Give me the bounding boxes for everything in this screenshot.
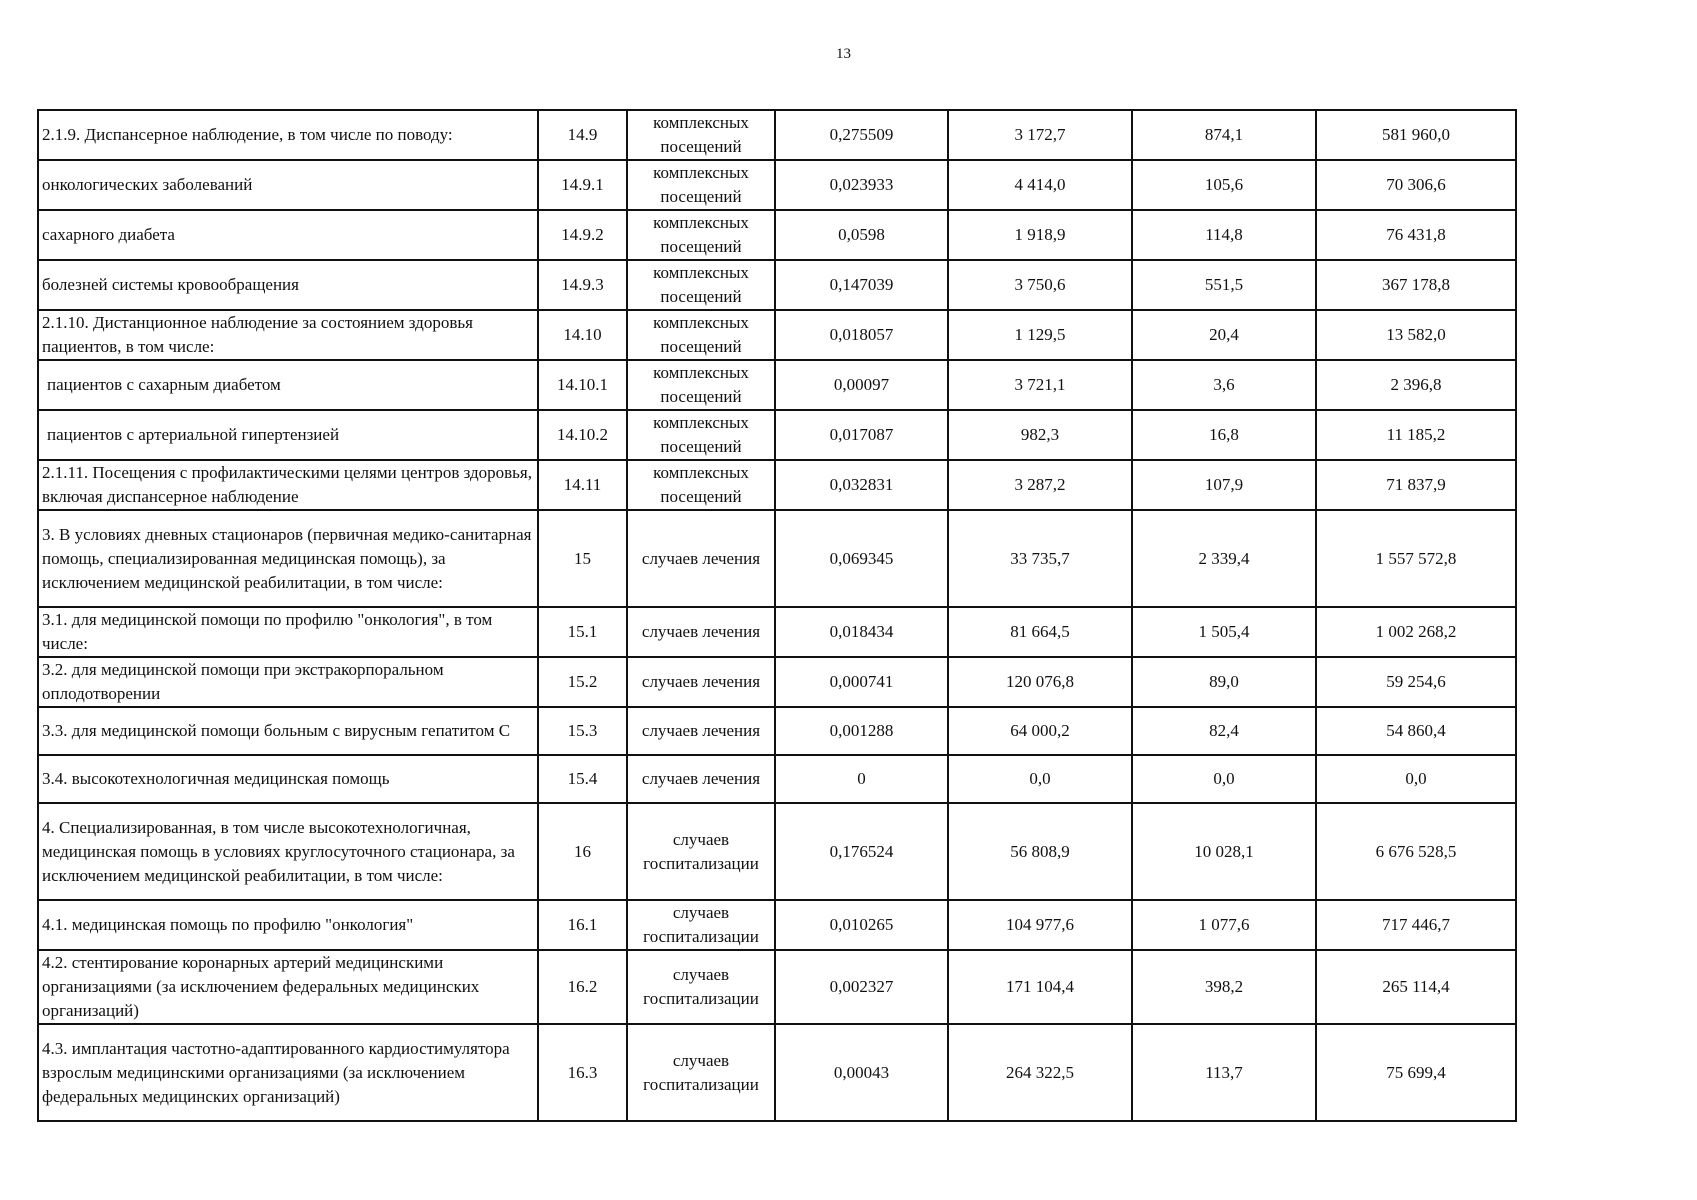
- row-cost-cell: 64 000,2: [948, 707, 1132, 755]
- row-name-cell: 3. В условиях дневных стационаров (первичная медико-санитарная помощь, специализированная медицинская помощь), за исключением медицинской реабилитации, в том числе:: [38, 510, 538, 607]
- row-cost-cell: 4 414,0: [948, 160, 1132, 210]
- table-row: [38, 210, 1516, 260]
- row-cost-cell: 264 322,5: [948, 1024, 1132, 1121]
- row-per-capita-cell: 551,5: [1132, 260, 1316, 310]
- row-per-capita-cell: 874,1: [1132, 110, 1316, 160]
- row-total-cell: 59 254,6: [1316, 657, 1516, 707]
- row-cost-cell: 3 172,7: [948, 110, 1132, 160]
- row-total-cell: 6 676 528,5: [1316, 803, 1516, 900]
- row-name-cell: 3.3. для медицинской помощи больным с вирусным гепатитом С: [38, 707, 538, 755]
- row-total-cell: 0,0: [1316, 755, 1516, 803]
- row-per-capita-cell: 398,2: [1132, 950, 1316, 1024]
- row-unit-cell: комплексных посещений: [627, 260, 775, 310]
- row-code-cell: 14.9.1: [538, 160, 627, 210]
- row-unit-cell: случаев лечения: [627, 707, 775, 755]
- row-name-cell: 4. Специализированная, в том числе высокотехнологичная, медицинская помощь в условиях круглосуточного стационара, за исключением медицинской реабилитации, в том числе:: [38, 803, 538, 900]
- row-total-cell: 75 699,4: [1316, 1024, 1516, 1121]
- row-code-cell: 15.1: [538, 607, 627, 657]
- row-norm-cell: 0,00043: [775, 1024, 948, 1121]
- row-unit-cell: комплексных посещений: [627, 410, 775, 460]
- table-row: [38, 803, 1516, 900]
- row-total-cell: 13 582,0: [1316, 310, 1516, 360]
- table-row: [38, 460, 1516, 510]
- row-unit-cell: случаев лечения: [627, 607, 775, 657]
- table-row: [38, 755, 1516, 803]
- row-name-cell: 3.2. для медицинской помощи при экстракорпоральном оплодотворении: [38, 657, 538, 707]
- row-per-capita-cell: 16,8: [1132, 410, 1316, 460]
- table-row: [38, 607, 1516, 657]
- row-code-cell: 14.10.1: [538, 360, 627, 410]
- row-name-cell: пациентов с сахарным диабетом: [38, 360, 538, 410]
- table-row: [38, 950, 1516, 1024]
- row-code-cell: 15: [538, 510, 627, 607]
- row-total-cell: 367 178,8: [1316, 260, 1516, 310]
- row-norm-cell: 0,018057: [775, 310, 948, 360]
- row-unit-cell: комплексных посещений: [627, 360, 775, 410]
- row-unit-cell: случаев лечения: [627, 755, 775, 803]
- row-per-capita-cell: 113,7: [1132, 1024, 1316, 1121]
- row-unit-cell: случаев госпитализации: [627, 950, 775, 1024]
- row-name-cell: болезней системы кровообращения: [38, 260, 538, 310]
- row-cost-cell: 171 104,4: [948, 950, 1132, 1024]
- table-row: [38, 360, 1516, 410]
- row-norm-cell: 0,001288: [775, 707, 948, 755]
- row-name-cell: 2.1.9. Диспансерное наблюдение, в том числе по поводу:: [38, 110, 538, 160]
- row-code-cell: 16: [538, 803, 627, 900]
- row-unit-cell: случаев госпитализации: [627, 803, 775, 900]
- row-name-cell: 4.1. медицинская помощь по профилю "онкология": [38, 900, 538, 950]
- row-per-capita-cell: 89,0: [1132, 657, 1316, 707]
- row-norm-cell: 0,023933: [775, 160, 948, 210]
- table-row: [38, 1024, 1516, 1121]
- row-code-cell: 16.2: [538, 950, 627, 1024]
- table-row: [38, 260, 1516, 310]
- row-cost-cell: 56 808,9: [948, 803, 1132, 900]
- row-cost-cell: 3 721,1: [948, 360, 1132, 410]
- row-total-cell: 11 185,2: [1316, 410, 1516, 460]
- row-cost-cell: 104 977,6: [948, 900, 1132, 950]
- row-name-cell: 4.2. стентирование коронарных артерий медицинскими организациями (за исключением федеральных медицинских организаций): [38, 950, 538, 1024]
- row-name-cell: онкологических заболеваний: [38, 160, 538, 210]
- row-code-cell: 14.10: [538, 310, 627, 360]
- row-cost-cell: 982,3: [948, 410, 1132, 460]
- row-per-capita-cell: 1 077,6: [1132, 900, 1316, 950]
- row-norm-cell: 0,069345: [775, 510, 948, 607]
- row-per-capita-cell: 10 028,1: [1132, 803, 1316, 900]
- row-unit-cell: комплексных посещений: [627, 310, 775, 360]
- row-total-cell: 717 446,7: [1316, 900, 1516, 950]
- row-per-capita-cell: 20,4: [1132, 310, 1316, 360]
- row-unit-cell: комплексных посещений: [627, 210, 775, 260]
- row-code-cell: 14.9.3: [538, 260, 627, 310]
- table-row: [38, 110, 1516, 160]
- row-name-cell: 3.4. высокотехнологичная медицинская помощь: [38, 755, 538, 803]
- row-cost-cell: 120 076,8: [948, 657, 1132, 707]
- row-cost-cell: 81 664,5: [948, 607, 1132, 657]
- row-code-cell: 15.3: [538, 707, 627, 755]
- row-name-cell: 3.1. для медицинской помощи по профилю "онкология", в том числе:: [38, 607, 538, 657]
- row-code-cell: 16.1: [538, 900, 627, 950]
- row-unit-cell: комплексных посещений: [627, 110, 775, 160]
- table-row: [38, 410, 1516, 460]
- table-row: [38, 160, 1516, 210]
- row-norm-cell: 0,032831: [775, 460, 948, 510]
- row-unit-cell: комплексных посещений: [627, 460, 775, 510]
- table-row: [38, 310, 1516, 360]
- row-cost-cell: 1 129,5: [948, 310, 1132, 360]
- row-norm-cell: 0,00097: [775, 360, 948, 410]
- row-norm-cell: 0,0598: [775, 210, 948, 260]
- page-number: 13: [836, 46, 851, 62]
- row-per-capita-cell: 3,6: [1132, 360, 1316, 410]
- row-total-cell: 54 860,4: [1316, 707, 1516, 755]
- data-table: [37, 109, 1517, 1122]
- row-cost-cell: 3 287,2: [948, 460, 1132, 510]
- row-code-cell: 14.9.2: [538, 210, 627, 260]
- row-code-cell: 14.11: [538, 460, 627, 510]
- row-code-cell: 15.2: [538, 657, 627, 707]
- table-row: [38, 657, 1516, 707]
- row-unit-cell: случаев лечения: [627, 510, 775, 607]
- row-norm-cell: 0,000741: [775, 657, 948, 707]
- row-norm-cell: 0,002327: [775, 950, 948, 1024]
- row-cost-cell: 0,0: [948, 755, 1132, 803]
- row-code-cell: 15.4: [538, 755, 627, 803]
- row-total-cell: 76 431,8: [1316, 210, 1516, 260]
- row-cost-cell: 3 750,6: [948, 260, 1132, 310]
- row-norm-cell: 0,275509: [775, 110, 948, 160]
- row-code-cell: 14.10.2: [538, 410, 627, 460]
- row-norm-cell: 0,147039: [775, 260, 948, 310]
- row-unit-cell: случаев госпитализации: [627, 900, 775, 950]
- row-cost-cell: 1 918,9: [948, 210, 1132, 260]
- row-name-cell: 2.1.10. Дистанционное наблюдение за состоянием здоровья пациентов, в том числе:: [38, 310, 538, 360]
- row-name-cell: 2.1.11. Посещения с профилактическими целями центров здоровья, включая диспансерное наблюдение: [38, 460, 538, 510]
- row-unit-cell: случаев госпитализации: [627, 1024, 775, 1121]
- row-norm-cell: 0,176524: [775, 803, 948, 900]
- row-norm-cell: 0,017087: [775, 410, 948, 460]
- row-norm-cell: 0,018434: [775, 607, 948, 657]
- row-per-capita-cell: 107,9: [1132, 460, 1316, 510]
- row-total-cell: 1 002 268,2: [1316, 607, 1516, 657]
- table-body: [38, 110, 1516, 1121]
- table-row: [38, 707, 1516, 755]
- row-unit-cell: случаев лечения: [627, 657, 775, 707]
- row-code-cell: 16.3: [538, 1024, 627, 1121]
- row-total-cell: 70 306,6: [1316, 160, 1516, 210]
- row-total-cell: 581 960,0: [1316, 110, 1516, 160]
- row-total-cell: 71 837,9: [1316, 460, 1516, 510]
- row-per-capita-cell: 105,6: [1132, 160, 1316, 210]
- row-cost-cell: 33 735,7: [948, 510, 1132, 607]
- table-row: [38, 900, 1516, 950]
- row-per-capita-cell: 1 505,4: [1132, 607, 1316, 657]
- row-norm-cell: 0: [775, 755, 948, 803]
- row-unit-cell: комплексных посещений: [627, 160, 775, 210]
- row-per-capita-cell: 82,4: [1132, 707, 1316, 755]
- row-name-cell: пациентов с артериальной гипертензией: [38, 410, 538, 460]
- row-per-capita-cell: 114,8: [1132, 210, 1316, 260]
- row-total-cell: 1 557 572,8: [1316, 510, 1516, 607]
- row-per-capita-cell: 2 339,4: [1132, 510, 1316, 607]
- row-name-cell: 4.3. имплантация частотно-адаптированного кардиостимулятора взрослым медицинскими организациями (за исключением федеральных медицинских организаций): [38, 1024, 538, 1121]
- row-code-cell: 14.9: [538, 110, 627, 160]
- row-total-cell: 265 114,4: [1316, 950, 1516, 1024]
- row-per-capita-cell: 0,0: [1132, 755, 1316, 803]
- row-total-cell: 2 396,8: [1316, 360, 1516, 410]
- table-row: [38, 510, 1516, 607]
- row-name-cell: сахарного диабета: [38, 210, 538, 260]
- row-norm-cell: 0,010265: [775, 900, 948, 950]
